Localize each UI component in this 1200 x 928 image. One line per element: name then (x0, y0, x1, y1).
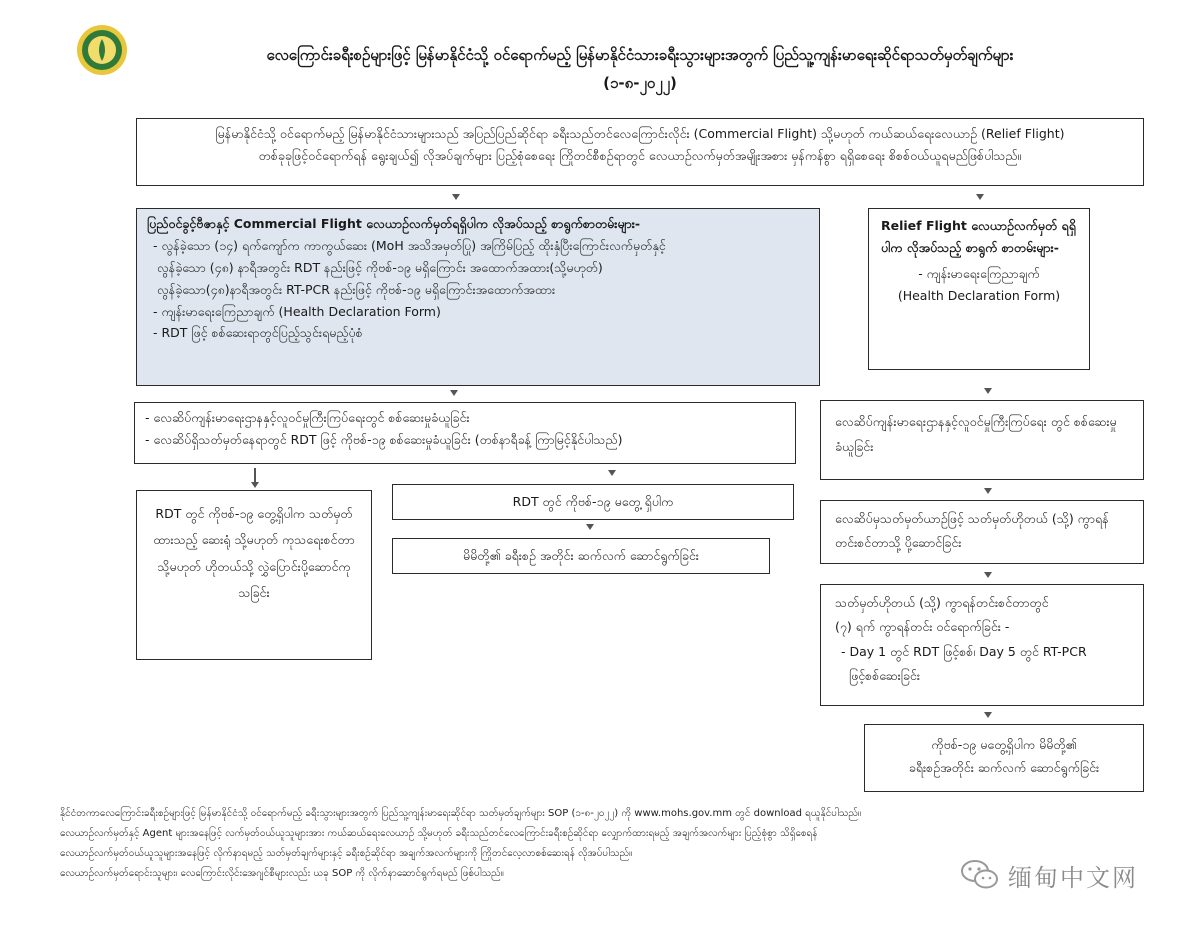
intro-box (136, 118, 1144, 186)
footer-line: လေယာဉ်လက်မှတ်ဝယ်ယူသူများအနေဖြင့် လိုက်နာရမည့် သတ်မှတ်ချက်များနှင့် ခရီးစဉ်ဆိုင်ရာ အချက်အလက်များကို ကြိုတင်လေ့လာစစ်ဆေးရန် လိုအပ်ပါသည်။ (60, 848, 633, 859)
positive-result-box (136, 490, 372, 660)
commercial-item: - လွန်ခဲ့သော (၁၄) ရက်ကျော်က ကာကွယ်ဆေး (MoH အသိအမှတ်ပြု) အကြိမ်ပြည့် ထိုးနှံပြီးကြောင်းလက်မှတ်နှင့် (153, 237, 666, 253)
arrow-relief-airport (984, 388, 992, 394)
negative-result-box (392, 484, 794, 520)
relief-item: (Health Declaration Form) (897, 287, 1061, 303)
continue-right-line-1: ကိုဗစ်-၁၉ မတွေ့ရှိပါက မိမိတို့၏ (931, 737, 1077, 752)
arrow-quarantine-continue (984, 712, 992, 718)
arrow-airport-negative (608, 470, 616, 476)
relief-heading: Relief Flight လေယာဉ်လက်မှတ် ရရှိပါက လိုအပ်သည့် စာရွက် စာတမ်းများ- (881, 218, 1076, 255)
continue-right-box (864, 724, 1144, 792)
commercial-item: - RDT ဖြင့် စစ်ဆေးရာတွင်ပြည့်သွင်းရမည့်ပုံစံ (153, 325, 363, 341)
footer-line: နိုင်ငံတကာလေကြောင်းခရီးစဉ်များဖြင့် မြန်မာနိုင်ငံသို့ ဝင်ရောက်မည့် ခရီးသွားများအတွက် ပြည်သူ့ကျန်းမာရေးဆိုင်ရာ သတ်မှတ်ချက်များ SOP (၁-၈-၂၀၂၂) ကို www.mohs.gov.mm တွင် download ရယူနိုင်ပါသည်။ (60, 808, 862, 819)
quarantine-line-4: ဖြင့်စစ်ဆေးခြင်း (849, 668, 921, 684)
footer-line: လေယာဉ်လက်မှတ်နှင့် Agent များအနေဖြင့် လက်မှတ်ဝယ်ယူသူများအား ကယ်ဆယ်ရေးလေယာဉ် သို့မဟုတ် ခရီးသည်တင်လေကြောင်းခရီးစဉ်ဆိုင်ရာ လျှောက်ထားရမည့် အချက်အလက်များ ပြည့်စုံစွာ သိရှိစေရန် (60, 828, 818, 839)
airport-check-left-line-1: - လေဆိပ်ကျန်းမာရေးဌာနနှင့်လူဝင်မှုကြီးကြပ်ရေးတွင် စစ်ဆေးမှုခံယူခြင်း (145, 410, 470, 425)
commercial-flight-box (136, 208, 820, 386)
quarantine-line-3: - Day 1 တွင် RDT ဖြင့်စစ်၊ Day 5 တွင် RT-PCR (841, 643, 1087, 659)
continue-left-box (392, 538, 770, 574)
wechat-icon (960, 858, 1000, 892)
airport-check-left-box (134, 402, 796, 464)
continue-right-line-2: ခရီးစဉ်အတိုင်း ဆက်လက် ဆောင်ရွက်ခြင်း (908, 760, 1100, 776)
quarantine-line-1: သတ်မှတ်ဟိုတယ် (သို့) ကွာရန်တင်းစင်တာတွင် (835, 595, 1049, 610)
arrow-intro-relief (976, 194, 984, 200)
transport-box (820, 500, 1144, 564)
intro-line-1: မြန်မာနိုင်ငံသို့ ဝင်ရောက်မည့် မြန်မာနိုင်ငံသားများသည် အပြည်ပြည်ဆိုင်ရာ ခရီးသည်တင်လေကြောင်းလိုင်း (Commercial Flight) သို့မဟုတ် ကယ်ဆယ်ရေးလေယာဉ် (Relief Flight) (215, 126, 1065, 141)
watermark-text: 缅甸中文网 (1008, 864, 1138, 892)
relief-item: - ကျန်းမာရေးကြေညာချက် (918, 265, 1040, 281)
airport-check-right-box (820, 400, 1144, 480)
relief-flight-box (868, 208, 1090, 370)
airport-check-right-text: လေဆိပ်ကျန်းမာရေးဌာနနှင့်လူဝင်မှုကြီးကြပ်ရေး တွင် စစ်ဆေးမှုခံယူခြင်း (835, 414, 1117, 454)
commercial-item: - ကျန်းမာရေးကြေညာချက် (Health Declaration Form) (153, 303, 441, 319)
arrow-airport-positive (251, 482, 259, 488)
commercial-item: လွန်ခဲ့သော(၄၈)နာရီအတွင်း RT-PCR နည်းဖြင့် ကိုဗစ်-၁၉ မရှိကြောင်းအထောက်အထား (157, 281, 556, 297)
positive-result-text: RDT တွင် ကိုဗစ်-၁၉ တွေ့ရှိပါက သတ်မှတ်ထားသည့် ဆေးရုံ သို့မဟုတ် ကုသရေးစင်တာ သို့မဟုတ် ဟိုတယ်သို့ လွှဲပြောင်းပို့ဆောင်ကုသခြင်း (153, 506, 355, 600)
page-date: (၁-၈-၂၀၂၂) (603, 74, 677, 92)
arrow-commercial-airport (450, 390, 458, 396)
continue-left-text: မိမိတို့၏ ခရီးစဉ် အတိုင်း ဆက်လက် ဆောင်ရွက်ခြင်း (463, 548, 699, 563)
watermark (960, 852, 1170, 896)
arrow-transport-quarantine (984, 572, 992, 578)
intro-line-2: တစ်ခုခုဖြင့်ဝင်ရောက်ရန် ရွေးချယ်၍ လိုအပ်ချက်များ ပြည့်စုံစေရေး ကြိုတင်စီစဉ်ရာတွင် လေယာဉ်လက်မှတ်အမျိုးအစား မှန်ကန်စွာ ရရှိစေရေး စိစစ်ဝယ်ယူရမည်ဖြစ်ပါသည်။ (258, 147, 1022, 163)
airport-check-left-line-2: - လေဆိပ်ရှိသတ်မှတ်နေရာတွင် RDT ဖြင့် ကိုဗစ်-၁၉ စစ်ဆေးမှုခံယူခြင်း (တစ်နာရီခန့် ကြာမြင့်နိုင်ပါသည်) (145, 431, 623, 447)
arrow-negative-continue (586, 524, 594, 530)
quarantine-box (820, 584, 1144, 706)
transport-text: လေဆိပ်မှသတ်မှတ်ယာဉ်ဖြင့် သတ်မှတ်ဟိုတယ် (သို့) ကွာရန်တင်းစင်တာသို့ ပို့ဆောင်ခြင်း (835, 511, 1109, 550)
commercial-heading: ပြည်ဝင်ခွင့်ဗီဇာနှင့် Commercial Flight လေယာဉ်လက်မှတ်ရရှိပါက လိုအပ်သည့် စာရွက်စာတမ်းများ- (147, 216, 641, 231)
connector-line (254, 468, 256, 482)
ministry-emblem-icon (76, 24, 128, 76)
quarantine-line-2: (၇) ရက် ကွာရန်တင်း ဝင်ရောက်ခြင်း - (835, 619, 1010, 635)
arrow-airport-transport (984, 488, 992, 494)
footer-line: လေယာဉ်လက်မှတ်ရောင်းသူများ၊ လေကြောင်းလိုင်းအေဂျင်စီများလည်း ယခု SOP ကို လိုက်နာဆောင်ရွက်ရမည် ဖြစ်ပါသည်။ (60, 868, 504, 879)
arrow-intro-commercial (452, 194, 460, 200)
page-title: လေကြောင်းခရီးစဉ်များဖြင့် မြန်မာနိုင်ငံသို့ ဝင်ရောက်မည့် မြန်မာနိုင်ငံသားခရီးသွားများအတွက် ပြည်သူ့ကျန်းမာရေးဆိုင်ရာသတ်မှတ်ချက်များ (266, 46, 1014, 64)
negative-result-text: RDT တွင် ကိုဗစ်-၁၉ မတွေ့ ရှိပါက (512, 494, 674, 509)
commercial-item: လွန်ခဲ့သော (၄၈) နာရီအတွင်း RDT နည်းဖြင့် ကိုဗစ်-၁၉ မရှိကြောင်း အထောက်အထား(သို့မဟုတ်) (157, 259, 603, 275)
